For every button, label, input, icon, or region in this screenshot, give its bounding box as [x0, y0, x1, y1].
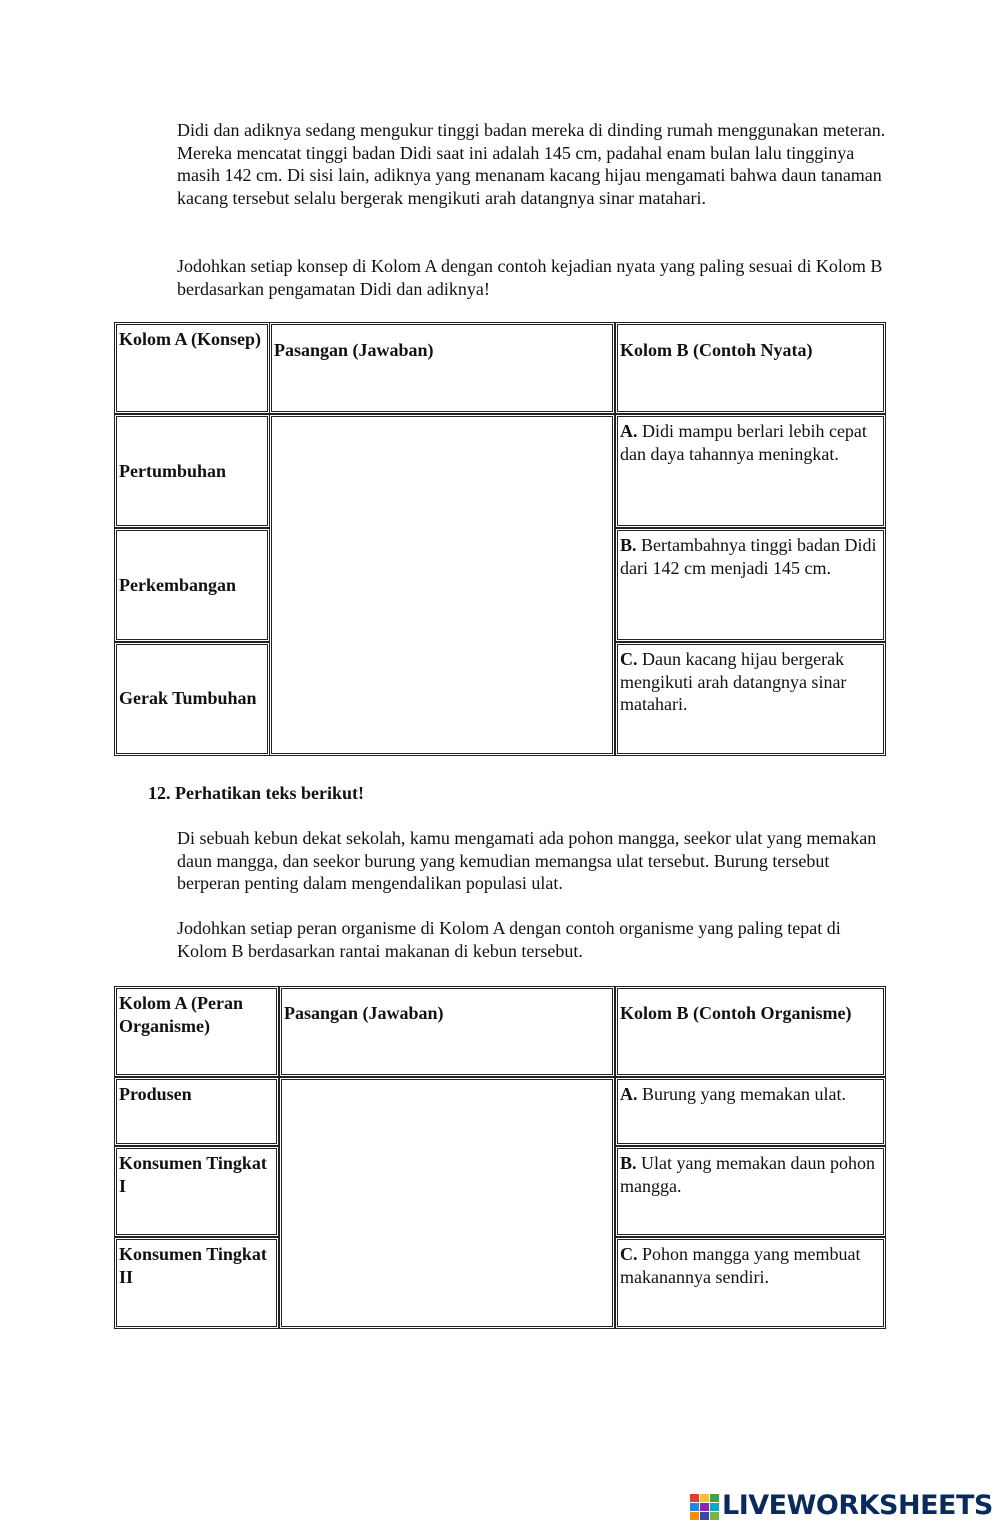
q11-col-b-letter: C.: [620, 649, 638, 669]
q11-col-b-text: Bertambahnya tinggi badan Didi dari 142 cm menjadi 145 cm.: [620, 535, 877, 578]
q12-col-a-item: [116, 1079, 277, 1144]
q12-col-a-item: [116, 1148, 277, 1235]
q12-col-a-label: Produsen: [119, 1084, 192, 1104]
q12-col-b-letter: A.: [620, 1084, 638, 1104]
q12-header-answer: Pasangan (Jawaban): [281, 988, 613, 1075]
q12-header-col-a: Kolom A (Peran Organisme): [116, 988, 277, 1075]
q12-story: Di sebuah kebun dekat sekolah, kamu mengamati ada pohon mangga, seekor ulat yang memakan daun mangga, dan seekor burung yang kemudian memangsa ulat tersebut. Burung tersebut berperan penting dalam mengendalikan populasi ulat.: [177, 828, 877, 894]
q12-col-b-item: [617, 1079, 884, 1144]
q12-col-b-letter: B.: [620, 1153, 637, 1173]
q11-col-a-label: Gerak Tumbuhan: [119, 687, 257, 708]
q11-story: Didi dan adiknya sedang mengukur tinggi badan mereka di dinding rumah menggunakan meteran. Mereka mencatat tinggi badan Didi saat ini adalah 145 cm, padahal enam bulan lalu tingginya masih 142 cm. Di sisi lain, adiknya yang menanam kacang hijau mengamati bahwa daun tanaman kacang tersebut selalu bergerak mengikuti arah datangnya sinar matahari.: [177, 120, 886, 208]
q12-header-col-b: Kolom B (Contoh Organisme): [617, 988, 884, 1075]
q12-col-b-item: [617, 1239, 884, 1327]
q12-instruction: Jodohkan setiap peran organisme di Kolom A dengan contoh organisme yang paling tepat di Kolom B berdasarkan rantai makanan di kebun tersebut.: [177, 918, 841, 961]
q11-col-a-item: [116, 530, 268, 640]
liveworksheets-logo[interactable]: [690, 1491, 993, 1521]
q12-col-b-item: [617, 1148, 884, 1235]
q12-col-b-letter: C.: [620, 1244, 638, 1264]
q11-col-b-item: [617, 644, 884, 754]
q12-col-b-text: Burung yang memakan ulat.: [642, 1084, 846, 1104]
q11-col-b-letter: B.: [620, 535, 637, 555]
q11-col-a-label: Perkembangan: [119, 575, 236, 596]
q11-header-answer: Pasangan (Jawaban): [271, 324, 613, 412]
q11-header-col-b: Kolom B (Contoh Nyata): [617, 324, 884, 412]
q12-col-a-item: [116, 1239, 277, 1327]
q11-col-b-item: [617, 416, 884, 526]
q11-col-a-item: [116, 644, 268, 754]
q12-title: 12. Perhatikan teks berikut!: [148, 783, 364, 803]
q12-col-a-label: Konsumen Tingkat II: [119, 1244, 267, 1287]
q12-col-b-text: Pohon mangga yang membuat makanannya sendiri.: [620, 1244, 861, 1287]
q11-col-b-text: Didi mampu berlari lebih cepat dan daya tahannya meningkat.: [620, 421, 867, 464]
q11-instruction: Jodohkan setiap konsep di Kolom A dengan contoh kejadian nyata yang paling sesuai di Kolom B berdasarkan pengamatan Didi dan adiknya!: [177, 256, 883, 299]
liveworksheets-logo-icon: [690, 1492, 720, 1520]
q11-header-col-a: Kolom A (Konsep): [116, 324, 268, 412]
q11-col-a-label: Pertumbuhan: [119, 461, 227, 482]
q12-col-a-label: Konsumen Tingkat I: [119, 1153, 267, 1196]
q11-col-a-item: [116, 416, 268, 526]
q11-col-b-item: [617, 530, 884, 640]
q12-answer-area[interactable]: [281, 1079, 613, 1327]
q11-col-b-text: Daun kacang hijau bergerak mengikuti arah datangnya sinar matahari.: [620, 649, 847, 715]
q11-answer-area[interactable]: [271, 416, 613, 754]
q12-col-b-text: Ulat yang memakan daun pohon mangga.: [620, 1153, 875, 1196]
q11-col-b-letter: A.: [620, 421, 638, 441]
liveworksheets-logo-text: LIVEWORKSHEETS: [722, 1489, 993, 1521]
